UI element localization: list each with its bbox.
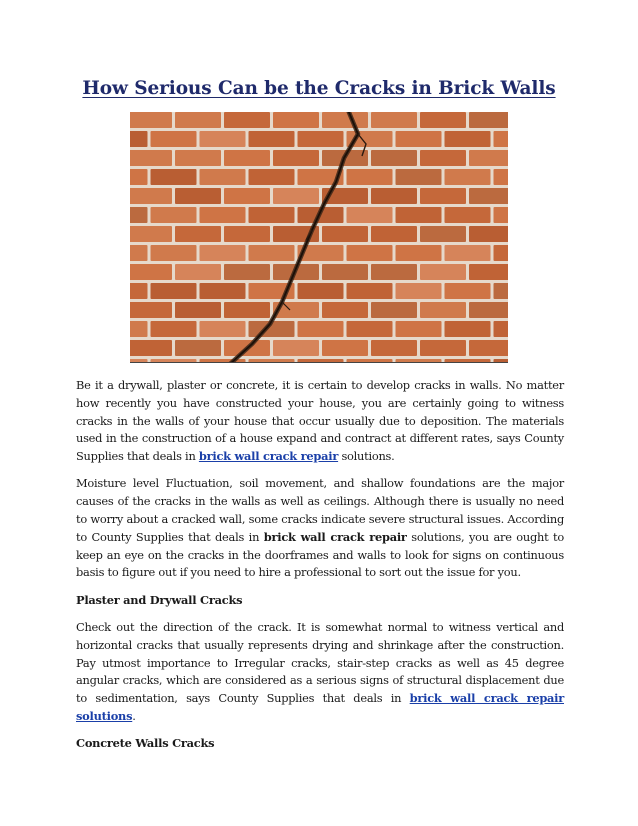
brick [371, 302, 417, 318]
brick [130, 340, 172, 356]
brick [130, 169, 148, 185]
brick [494, 131, 509, 147]
brick [371, 264, 417, 280]
brick [420, 302, 466, 318]
brick [420, 112, 466, 128]
brick [469, 150, 508, 166]
brick [151, 169, 197, 185]
brick [298, 321, 344, 337]
brick [175, 302, 221, 318]
paragraph-text: solutions. [338, 449, 395, 464]
brick [200, 321, 246, 337]
brick [469, 302, 508, 318]
article-body [76, 377, 564, 763]
brick [175, 188, 221, 204]
brick [130, 207, 148, 223]
brick [224, 302, 270, 318]
paragraph-text: Moisture level Fluctuation, soil movement, and shallow foundations are the major causes of the cracks in the walls as well as ceilings. Although there is usually no need to worry about a cracked wall, some cracks indicate severe structural issues. According to County Supplies that deals in [76, 476, 564, 544]
brick [224, 188, 270, 204]
page-title: How Serious Can be the Cracks in Brick Walls [82, 78, 556, 99]
brick [249, 207, 295, 223]
brick [396, 169, 442, 185]
heading-concrete-walls: Concrete Walls Cracks [76, 736, 215, 751]
brick [322, 302, 368, 318]
paragraph-text: . [132, 709, 136, 724]
brick [130, 302, 172, 318]
brick [130, 264, 172, 280]
brick [445, 283, 491, 299]
brick [200, 207, 246, 223]
brick [371, 112, 417, 128]
paragraph-intro [76, 377, 564, 466]
brick [396, 321, 442, 337]
paragraph-text: Check out the direction of the crack. It is somewhat normal to witness vertical and horizontal cracks that usually represents drying and shrinkage after the construction. Pay utmost importance to Irregular cracks, stair-step cracks as well as 45 degree angular cracks, which are considered as a serious signs of structural displacement due to sedimentation, says County Supplies that deals in [76, 620, 564, 706]
brick [371, 226, 417, 242]
brick [224, 264, 270, 280]
brick [151, 245, 197, 261]
paragraph-text: solutions, you are ought to keep an eye on the cracks in the doorframes and walls to look for signs on continuous basis to figure out if you need to hire a professional to sort out the issue for you. [76, 529, 564, 580]
brick [200, 245, 246, 261]
brick [420, 150, 466, 166]
brick [200, 169, 246, 185]
bold-keyword: brick wall crack repair [263, 529, 407, 544]
brick [130, 150, 172, 166]
image-underline-rule [130, 362, 508, 363]
brick [224, 112, 270, 128]
brick [130, 112, 172, 128]
brick [494, 207, 509, 223]
brick [249, 169, 295, 185]
brick [371, 188, 417, 204]
brick [469, 188, 508, 204]
brick [420, 188, 466, 204]
brick [175, 264, 221, 280]
brick [130, 321, 148, 337]
cracked-brick-wall-image [130, 112, 508, 362]
brick [420, 340, 466, 356]
brick [322, 264, 368, 280]
brick [224, 150, 270, 166]
brick [175, 150, 221, 166]
brick [273, 340, 319, 356]
brick [469, 226, 508, 242]
brick [396, 245, 442, 261]
brick [130, 226, 172, 242]
brick [494, 283, 509, 299]
brick [445, 321, 491, 337]
brick-wall-crack-repair-link[interactable]: brick wall crack repair [198, 449, 339, 464]
brick [494, 169, 509, 185]
brick [322, 340, 368, 356]
brick [130, 283, 148, 299]
brick [420, 264, 466, 280]
brick-wall-crack-repair-solutions-link[interactable]: brick wall crack repair solutions [76, 691, 564, 724]
brick [273, 150, 319, 166]
brick [347, 169, 393, 185]
brick [445, 131, 491, 147]
brick [469, 340, 508, 356]
brick [273, 188, 319, 204]
brick [469, 112, 508, 128]
brick [298, 131, 344, 147]
brick [298, 283, 344, 299]
brick [130, 131, 148, 147]
brick [273, 112, 319, 128]
brick [151, 321, 197, 337]
brick [371, 340, 417, 356]
brick [200, 283, 246, 299]
brick [347, 245, 393, 261]
brick [347, 207, 393, 223]
brick [371, 150, 417, 166]
brick [445, 207, 491, 223]
brick [420, 226, 466, 242]
brick [322, 112, 368, 128]
brick [445, 245, 491, 261]
heading-plaster-drywall: Plaster and Drywall Cracks [76, 592, 243, 607]
brick [396, 131, 442, 147]
brick [151, 283, 197, 299]
brick [175, 112, 221, 128]
paragraph-causes [76, 475, 564, 582]
paragraph-text: Be it a drywall, plaster or concrete, it is certain to develop cracks in walls. No matter how recently you have constructed your house, you are certainly going to witness cracks in the walls of your house that occur usually due to deposition. The materials used in the construction of a house expand and contract at different rates, says County Supplies that deals in [76, 378, 564, 464]
brick [396, 283, 442, 299]
brick [445, 169, 491, 185]
brick [347, 321, 393, 337]
brick [130, 188, 172, 204]
brick [175, 340, 221, 356]
brick [494, 245, 509, 261]
brick [224, 226, 270, 242]
brick [175, 226, 221, 242]
brick [469, 264, 508, 280]
brick [151, 131, 197, 147]
brick [249, 131, 295, 147]
paragraph-plaster [76, 619, 564, 726]
brick [322, 226, 368, 242]
brick [130, 245, 148, 261]
brick [347, 283, 393, 299]
brick [151, 207, 197, 223]
brick [396, 207, 442, 223]
brick [200, 131, 246, 147]
brick [494, 321, 509, 337]
brick [249, 245, 295, 261]
